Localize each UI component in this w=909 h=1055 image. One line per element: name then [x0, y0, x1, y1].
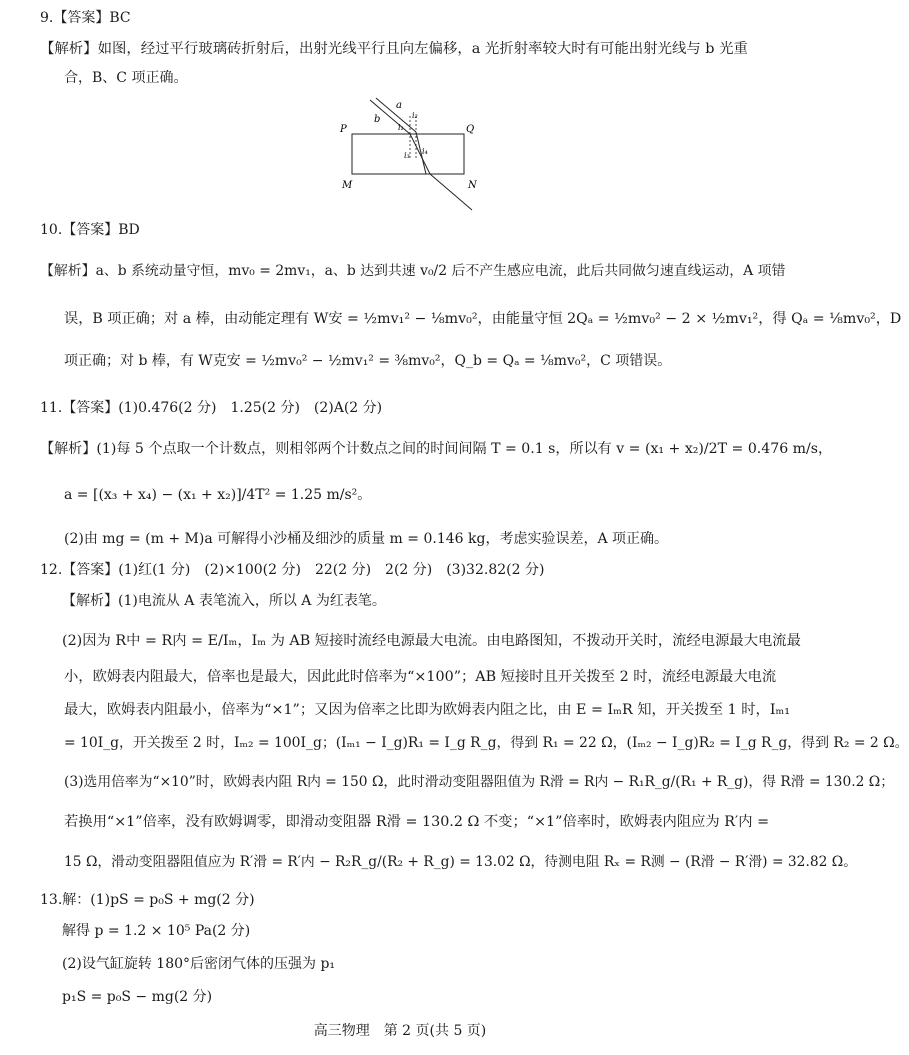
q11-analysis-line-2: a = [(x₃ + x₄) − (x₁ + x₂)]/4T² = 1.25 m/s²。: [64, 487, 372, 503]
q11-analysis-line-1: 【解析】(1)每 5 个点取一个计数点，则相邻两个计数点之间的时间间隔 T = 0.1 s，所以有 v = (x₁ + x₂)/2T = 0.476 m/s，: [40, 441, 833, 457]
label-n: N: [468, 180, 477, 191]
q9-answer: 9.【答案】BC: [40, 10, 131, 26]
q13-solution-line-3: (2)设气缸旋转 180°后密闭气体的压强为 p₁: [62, 956, 336, 972]
page-footer: 高三物理 第 2 页(共 5 页): [313, 1023, 487, 1039]
q12-answer: 12.【答案】(1)红(1 分) (2)×100(2 分) 22(2 分) 2(2 分) (3)32.82(2 分): [40, 562, 545, 578]
q10-answer: 10.【答案】BD: [40, 222, 140, 238]
q12-analysis-line-1: 【解析】(1)电流从 A 表笔流入，所以 A 为红表笔。: [62, 593, 386, 609]
q9-analysis-line-2: 合，B、C 项正确。: [64, 70, 188, 86]
q12-analysis-line-4: 最大，欧姆表内阻最小，倍率为“×1”；又因为倍率之比即为欧姆表内阻之比，由 E = IₘR 知，开关拨至 1 时，Iₘ₁: [64, 702, 790, 718]
label-p: P: [340, 124, 347, 135]
label-i3: i₃: [404, 151, 410, 160]
q10-analysis-line-1: 【解析】a、b 系统动量守恒，mv₀ = 2mv₁，a、b 达到共速 v₀/2 后不产生感应电流，此后共同做匀速直线运动，A 项错: [40, 263, 786, 279]
label-i4: i₄: [422, 147, 428, 156]
label-i1: i₁: [398, 123, 404, 132]
q12-analysis-line-6: (3)选用倍率为“×10”时，欧姆表内阻 R内 = 150 Ω，此时滑动变阻器阻值为 R滑 = R内 − R₁R_g/(R₁ + R_g)，得 R滑 = 130.2 Ω；: [64, 774, 895, 790]
q11-answer: 11.【答案】(1)0.476(2 分) 1.25(2 分) (2)A(2 分): [40, 400, 383, 416]
label-b: b: [374, 114, 381, 125]
q12-analysis-line-8: 15 Ω，滑动变阻器阻值应为 R′滑 = R′内 − R₂R_g/(R₂ + R_g) = 13.02 Ω，待测电阻 Rₓ = R测 − (R滑 − R′滑) = 32.82 Ω。: [64, 854, 858, 870]
emergent-ray: [430, 174, 472, 210]
q13-solution-line-1: 13.解：(1)pS = p₀S + mg(2 分): [40, 892, 255, 908]
label-q: Q: [466, 124, 475, 135]
refraction-figure: [338, 98, 488, 210]
label-m: M: [342, 180, 353, 191]
q11-analysis-line-3: (2)由 mg = (m + M)a 可解得小沙桶及细沙的质量 m = 0.146 kg，考虑实验误差，A 项正确。: [64, 531, 669, 547]
q10-analysis-line-2: 误，B 项正确；对 a 棒，由动能定理有 W安 = ½mv₁² − ⅛mv₀²，由能量守恒 2Qₐ = ½mv₀² − 2 × ½mv₁²，得 Qₐ = ⅛mv₀²，D: [64, 311, 902, 327]
q13-solution-line-4: p₁S = p₀S − mg(2 分): [62, 989, 213, 1005]
q10-analysis-line-3: 项正确；对 b 棒，有 W克安 = ½mv₀² − ½mv₁² = ⅜mv₀²，Q_b = Qₐ = ⅛mv₀²，C 项错误。: [64, 353, 672, 369]
q12-analysis-line-3: 小，欧姆表内阻最大，倍率也是最大，因此此时倍率为“×100”；AB 短接时且开关拨至 2 时，流经电源最大电流: [64, 669, 777, 685]
q9-analysis-line-1: 【解析】如图，经过平行玻璃砖折射后，出射光线平行且向左偏移，a 光折射率较大时有可能出射光线与 b 光重: [40, 41, 748, 57]
label-a: a: [396, 100, 402, 111]
q12-analysis-line-5: = 10I_g，开关拨至 2 时，Iₘ₂ = 100I_g；(Iₘ₁ − I_g)R₁ = I_g R_g，得到 R₁ = 22 Ω，(Iₘ₂ − I_g)R₂ = I_g R_g，得到 R₂ = 2 Ω。: [64, 735, 909, 751]
q12-analysis-line-2: (2)因为 R中 = R内 = E/Iₘ，Iₘ 为 AB 短接时流经电源最大电流。由电路图知，不拨动开关时，流经电源最大电流最: [62, 633, 801, 649]
q13-solution-line-2: 解得 p = 1.2 × 10⁵ Pa(2 分): [62, 923, 251, 939]
label-i2: i₂: [412, 111, 418, 120]
q12-analysis-line-7: 若换用“×1”倍率，没有欧姆调零，即滑动变阻器 R滑 = 130.2 Ω 不变；“×1”倍率时，欧姆表内阻应为 R′内 =: [64, 814, 770, 830]
